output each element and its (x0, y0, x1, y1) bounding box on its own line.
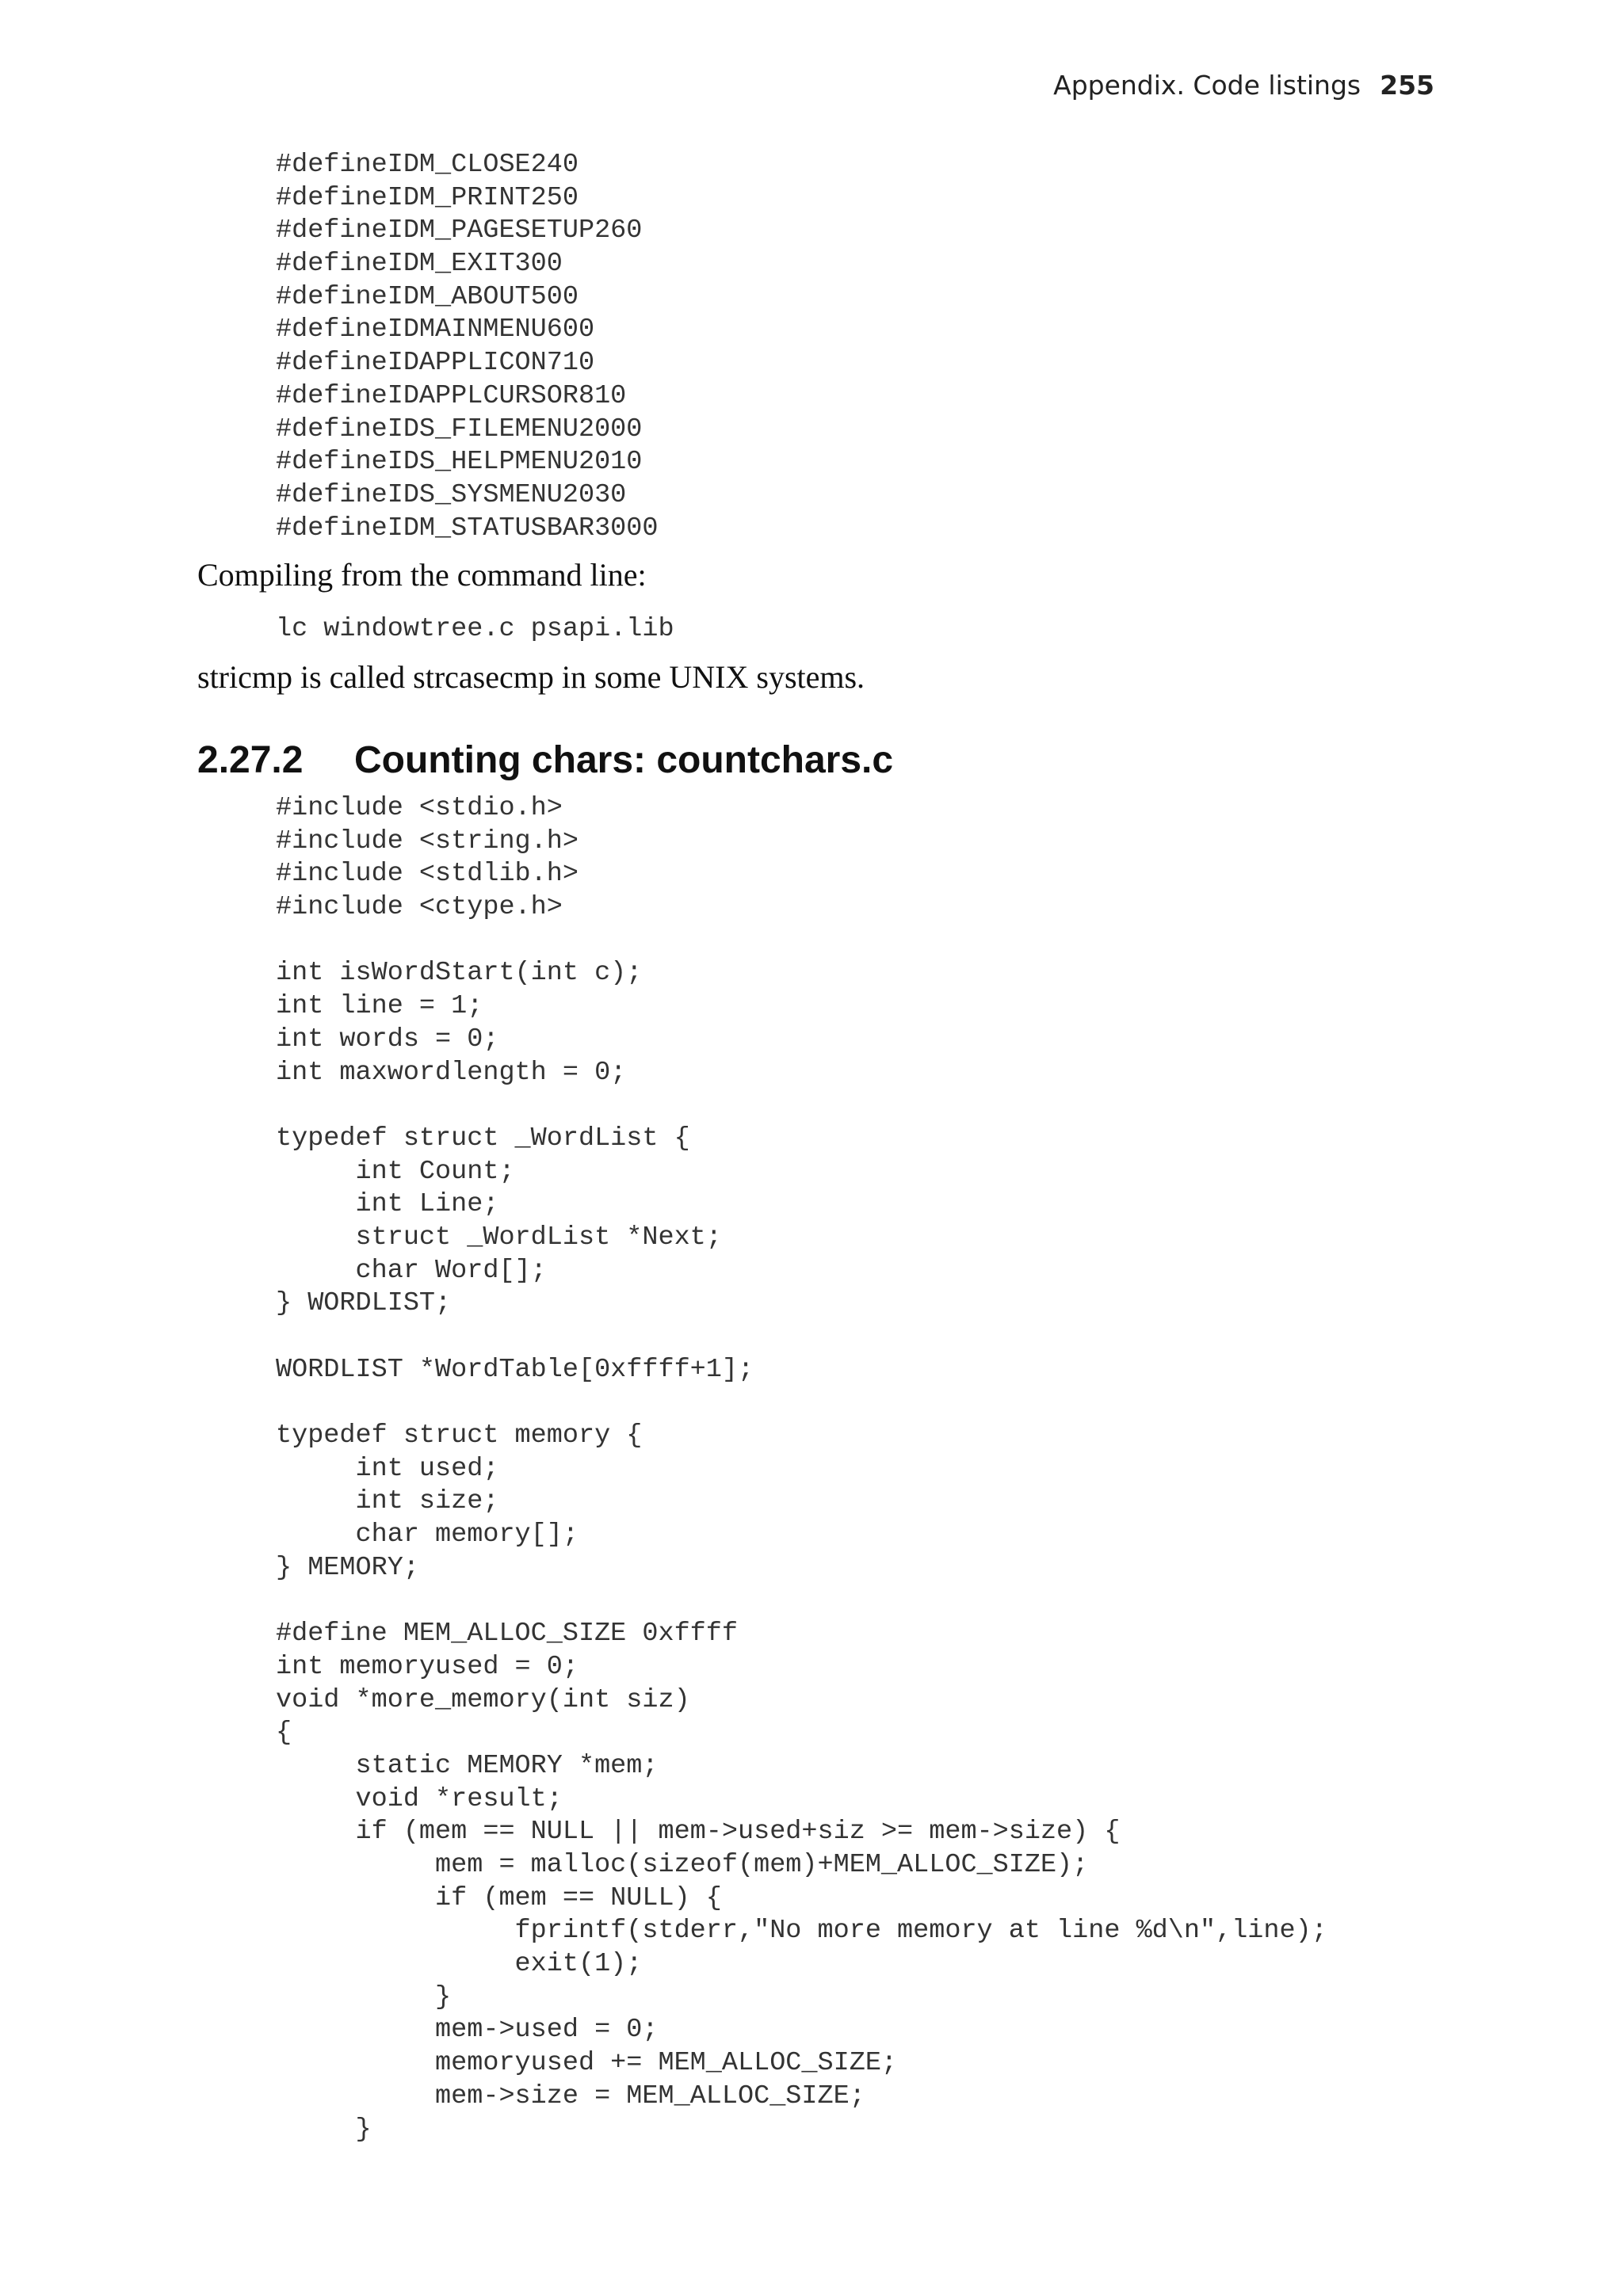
section-number: 2.27.2 (197, 739, 304, 781)
code-line: exit(1); (276, 1949, 643, 1980)
code-line: typedef struct memory { (276, 1421, 643, 1451)
code-line: memoryused += MEM_ALLOC_SIZE; (276, 2048, 898, 2079)
code-line: void *result; (276, 1783, 563, 1814)
code-line: int maxwordlength = 0; (276, 1057, 627, 1088)
code-line: #defineIDM_STATUSBAR3000 (276, 513, 659, 543)
code-line: #include <stdlib.h> (276, 859, 579, 890)
code-line: } WORDLIST; (276, 1288, 452, 1319)
code-line: #defineIDAPPLCURSOR810 (276, 380, 627, 411)
code-line: #defineIDS_FILEMENU2000 (276, 414, 643, 444)
code-line: #define MEM_ALLOC_SIZE 0xffff (276, 1619, 738, 1650)
code-line: #defineIDM_ABOUT500 (276, 281, 579, 312)
countchars-code-listing (276, 792, 1327, 2146)
code-line (276, 1386, 1327, 1420)
code-line: mem->size = MEM_ALLOC_SIZE; (276, 2081, 865, 2111)
code-line: if (mem == NULL || mem->used+siz >= mem->size) { (276, 1817, 1121, 1848)
code-line (276, 1089, 1327, 1123)
code-line: #defineIDM_PRINT250 (276, 182, 579, 213)
code-line: int line = 1; (276, 991, 483, 1022)
code-line: char Word[]; (276, 1255, 547, 1286)
code-line: } (276, 2114, 372, 2145)
code-line: #defineIDM_CLOSE240 (276, 150, 579, 180)
code-line: if (mem == NULL) { (276, 1882, 722, 1913)
code-line: struct _WordList *Next; (276, 1222, 722, 1253)
section-heading (197, 738, 893, 783)
code-line (276, 1321, 1327, 1354)
running-head-title: Appendix. Code listings (1053, 70, 1361, 101)
code-line: char memory[]; (276, 1520, 579, 1550)
code-line: #include <ctype.h> (276, 892, 563, 923)
code-line: #defineIDM_PAGESETUP260 (276, 215, 643, 246)
page-number: 255 (1380, 70, 1434, 101)
code-line: mem->used = 0; (276, 2015, 659, 2046)
code-line: #defineIDAPPLICON710 (276, 348, 595, 379)
code-line: int used; (276, 1453, 499, 1484)
code-line: } MEMORY; (276, 1552, 419, 1583)
code-line: fprintf(stderr,"No more memory at line %d\n",line); (276, 1916, 1327, 1947)
section-title: Counting chars: countchars.c (354, 739, 894, 781)
code-line (276, 925, 1327, 958)
code-line: #defineIDS_SYSMENU2030 (276, 479, 627, 510)
code-line: int Count; (276, 1156, 515, 1187)
running-head (1053, 70, 1434, 101)
code-line (276, 1585, 1327, 1619)
code-line: static MEMORY *mem; (276, 1750, 659, 1781)
code-line: int memoryused = 0; (276, 1651, 579, 1682)
code-line: void *more_memory(int siz) (276, 1684, 690, 1715)
code-line: #defineIDM_EXIT300 (276, 249, 563, 280)
compile-command-code (276, 613, 674, 646)
code-line: int isWordStart(int c); (276, 958, 643, 989)
code-line: } (276, 1981, 452, 2012)
code-line: int words = 0; (276, 1024, 499, 1055)
code-line: #include <string.h> (276, 826, 579, 856)
code-line: #defineIDS_HELPMENU2010 (276, 447, 643, 478)
code-line: #defineIDMAINMENU600 (276, 315, 595, 345)
defines-code-listing (276, 149, 658, 545)
compile-intro-paragraph: Compiling from the command line: (197, 557, 647, 593)
code-line: { (276, 1718, 292, 1749)
code-line: int size; (276, 1486, 499, 1517)
code-line: mem = malloc(sizeof(mem)+MEM_ALLOC_SIZE); (276, 1850, 1089, 1880)
code-line: WORDLIST *WordTable[0xffff+1]; (276, 1354, 754, 1385)
code-line: int Line; (276, 1189, 499, 1220)
code-line: typedef struct _WordList { (276, 1123, 690, 1154)
stricmp-note-paragraph: stricmp is called strcasecmp in some UNIX systems. (197, 659, 865, 695)
code-line: #include <stdio.h> (276, 793, 563, 823)
code-line: lc windowtree.c psapi.lib (276, 614, 674, 644)
